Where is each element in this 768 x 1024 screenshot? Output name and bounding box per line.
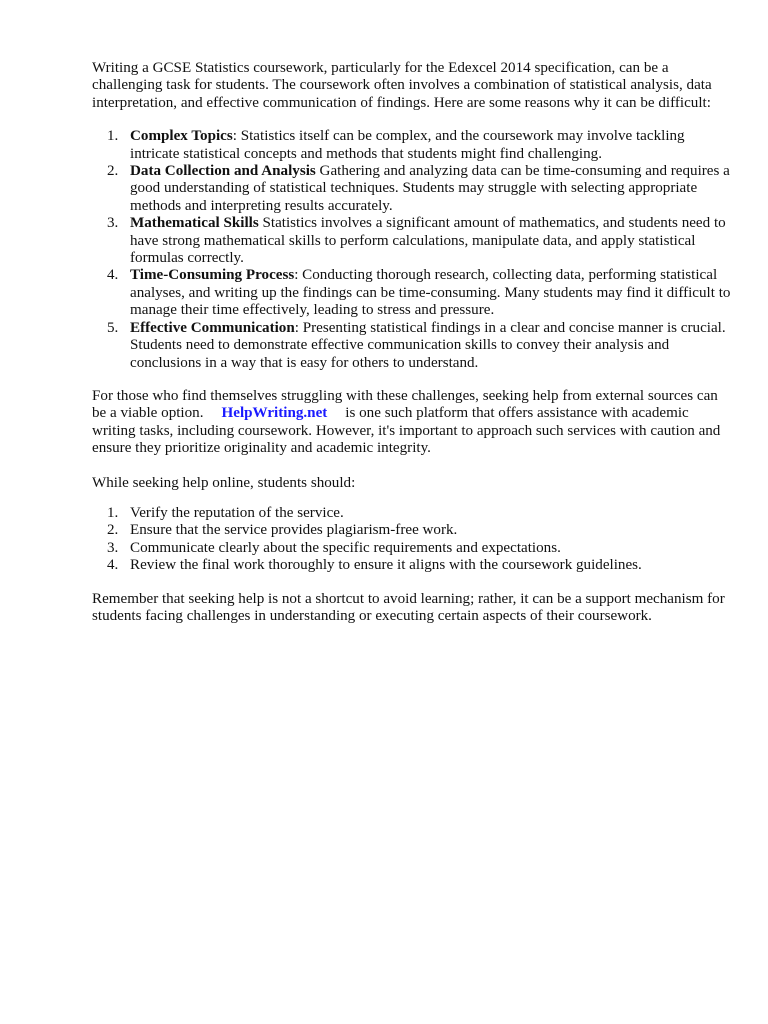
list-number: 2. — [107, 522, 119, 539]
help-paragraph-after: is one such platform that offers assistance with academic writing tasks, including coursework. However, it's important to approach such services with caution and ensure they prioritize originality and academic integrity. — [92, 405, 721, 457]
reasons-list — [92, 128, 732, 372]
list-number: 5. — [107, 319, 119, 336]
list-item-text: : Presenting statistical findings in a clear and concise manner is crucial. Students need to demonstrate effective communication skills to convey their analysis and conclusions in a way that is easy for others to understand. — [130, 319, 726, 371]
list-item-term: Mathematical Skills — [130, 215, 259, 232]
list-item-term: Data Collection and Analysis — [130, 163, 316, 180]
help-paragraph — [92, 388, 732, 458]
list-item-text: Review the final work thoroughly to ensure it aligns with the coursework guidelines. — [130, 557, 642, 574]
list-number: 1. — [107, 504, 119, 521]
conclusion-paragraph: Remember that seeking help is not a shortcut to avoid learning; rather, it can be a support mechanism for students facing challenges in understanding or executing certain aspects of their coursework. — [92, 590, 725, 624]
list-item — [92, 267, 732, 319]
list-item — [92, 128, 732, 163]
list-item-text: Statistics involves a significant amount of mathematics, and students need to have strong mathematical skills to perform calculations, manipulate data, and apply statistical formulas correctly. — [130, 215, 726, 267]
list-item-term: Time-Consuming Process — [130, 267, 295, 284]
list-item — [92, 505, 732, 522]
list-item-text: Ensure that the service provides plagiarism-free work. — [130, 522, 458, 539]
list-item — [92, 557, 732, 574]
list-number: 3. — [107, 215, 119, 232]
list-number: 4. — [107, 267, 119, 284]
help-paragraph-before: For those who find themselves struggling with these challenges, seeking help from external sources can be a viable option. — [92, 387, 718, 422]
list-item — [92, 163, 732, 215]
list-item-term: Complex Topics — [130, 128, 233, 145]
document-page — [92, 60, 732, 625]
tips-list — [92, 505, 732, 575]
list-item-text: Verify the reputation of the service. — [130, 504, 344, 521]
list-number: 2. — [107, 163, 119, 180]
list-item-text: : Statistics itself can be complex, and the coursework may involve tackling intricate statistical concepts and methods that students might find challenging. — [130, 128, 685, 162]
tips-intro: While seeking help online, students should: — [92, 474, 356, 491]
list-item-term: Effective Communication — [130, 319, 295, 336]
list-item-text: Gathering and analyzing data can be time-consuming and requires a good understanding of statistical techniques. Students may struggle with selecting appropriate methods and interpreting results accurately. — [130, 163, 730, 214]
list-number: 3. — [107, 539, 119, 556]
list-number: 1. — [107, 128, 119, 145]
list-item — [92, 522, 732, 539]
list-item-text: : Conducting thorough research, collecting data, performing statistical analyses, and writing up the findings can be time-consuming. Many students may find it difficult to manage their time effectively, leading to stress and pressure. — [130, 267, 731, 319]
list-item — [92, 320, 732, 372]
helpwriting-link[interactable]: HelpWriting.net — [221, 405, 328, 422]
list-item — [92, 215, 732, 267]
intro-paragraph: Writing a GCSE Statistics coursework, particularly for the Edexcel 2014 specification, can be a challenging task for students. The coursework often involves a combination of statistical analysis, data interpretation, and effective communication of findings. Here are some reasons why it can be difficult: — [92, 60, 712, 111]
list-number: 4. — [107, 557, 119, 574]
list-item — [92, 540, 732, 557]
list-item-text: Communicate clearly about the specific requirements and expectations. — [130, 539, 561, 556]
